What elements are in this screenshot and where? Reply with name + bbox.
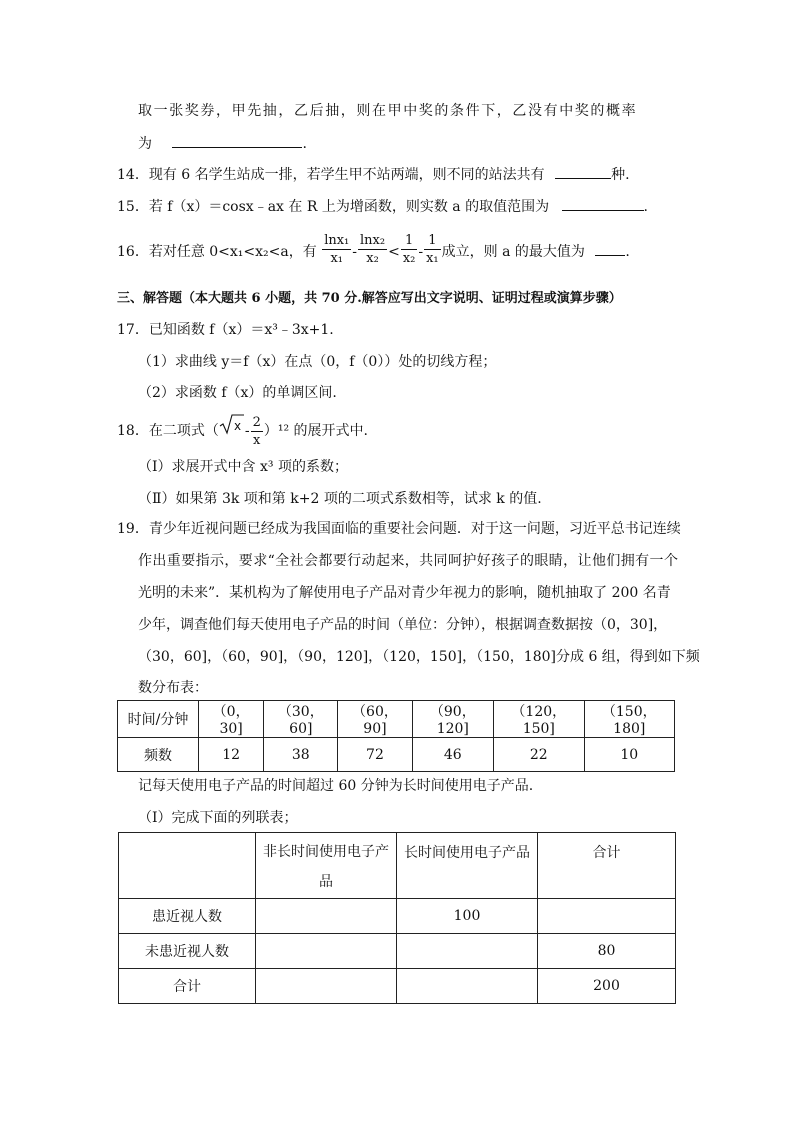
q16-answer-blank (595, 241, 625, 256)
table-row (119, 934, 676, 969)
table-cell: （60，90] (338, 701, 412, 738)
q19-line6: 数分布表： (138, 680, 208, 696)
q19-part1: （Ⅰ）完成下面的列联表； (138, 810, 298, 826)
q16-frac2-num: lnx₂ (360, 232, 386, 248)
table-cell: 46 (412, 738, 494, 772)
q18-stem (117, 413, 368, 449)
table-cell (256, 899, 397, 934)
q16-frac3-den: x₂ (402, 250, 416, 266)
q19-line3: 光明的未来”．某机构为了解使用电子产品对青少年视力的影响，随机抽取了 200 名青 (138, 585, 671, 601)
frequency-header-row (118, 701, 675, 738)
q18-frac-num: 2 (252, 414, 261, 430)
q15 (117, 196, 648, 217)
sqrt-x (219, 413, 245, 449)
table-row (119, 899, 676, 934)
q18-text: 18．在二项式（ (117, 423, 219, 439)
radical-x: x (233, 419, 241, 433)
table-cell: 10 (584, 738, 674, 772)
q16-minus: - (352, 244, 357, 260)
table-cell (119, 833, 256, 899)
table-cell: 时间/分钟 (118, 701, 199, 738)
table-cell (256, 969, 397, 1004)
table-cell: （120，150] (494, 701, 584, 738)
table-cell: 未患近视人数 (119, 934, 256, 969)
q17-part2: （2）求函数 f（x）的单调区间. (138, 385, 337, 401)
table-row (119, 969, 676, 1004)
table-cell: 38 (264, 738, 338, 772)
table-cell: 合计 (119, 969, 256, 1004)
q19-line1: 19．青少年近视问题已经成为我国面临的重要社会问题．对于这一问题，习近平总书记连续 (117, 521, 681, 537)
table-cell: 72 (338, 738, 412, 772)
q16-frac3-num: 1 (401, 232, 418, 250)
q16-frac1-den: x₁ (330, 250, 343, 266)
q18-frac-den: x (253, 432, 261, 448)
table-cell (397, 969, 538, 1004)
table-cell (397, 934, 538, 969)
q16 (117, 232, 630, 272)
q16-fraction-3 (401, 232, 418, 267)
q17-stem: 17．已知函数 f（x）＝x³﹣3x+1. (117, 322, 334, 338)
table-cell: 非长时间使用电子产品 (256, 833, 397, 899)
q13-line2-end: . (302, 136, 307, 152)
q16-text: 16．若对任意 0<x₁<x₂<a，有 (117, 244, 317, 260)
table-cell: 100 (397, 899, 538, 934)
table-cell: 长时间使用电子产品 (397, 833, 538, 899)
q14-answer-blank (555, 164, 611, 179)
q18-part1: （Ⅰ）求展开式中含 x³ 项的系数； (138, 459, 348, 475)
table-cell: （90，120] (412, 701, 494, 738)
q15-end: . (643, 199, 648, 215)
q13-line2-prefix: 为 (138, 136, 152, 152)
q19-definition: 记每天使用电子产品的时间超过 60 分钟为长时间使用电子产品. (138, 778, 534, 794)
table-cell (256, 934, 397, 969)
table-cell: （30，60] (264, 701, 338, 738)
q14 (117, 164, 630, 185)
q19-line5: （30，60]，（60，90]，（90，120]，（120，150]，（150，180]分成 6 组，得到如下频 (138, 649, 700, 665)
table-cell: 合计 (538, 833, 676, 899)
q13-answer-blank (172, 133, 302, 148)
q15-text: 15．若 f（x）＝cosx﹣ax 在 R 上为增函数，则实数 a 的取值范围为 (117, 199, 550, 215)
frequency-data-row (118, 738, 675, 772)
contingency-header-row (119, 833, 676, 899)
q16-frac4-num: 1 (424, 232, 441, 250)
q16-fraction-1 (322, 232, 351, 267)
table-cell: 80 (538, 934, 676, 969)
contingency-table (118, 832, 676, 1004)
q15-answer-blank (562, 196, 644, 211)
q18-part2: （Ⅱ）如果第 3k 项和第 k+2 项的二项式系数相等，试求 k 的值. (138, 491, 542, 507)
q14-text: 14．现有 6 名学生站成一排，若学生甲不站两端，则不同的站法共有 (117, 167, 545, 183)
q16-frac1-num: lnx₁ (324, 232, 350, 248)
q16-tail: 成立，则 a 的最大值为 (441, 244, 585, 260)
section-heading: 三、解答题（本大题共 6 小题，共 70 分.解答应写出文字说明、证明过程或演算步骤） (117, 291, 622, 306)
q13-line2 (138, 133, 307, 154)
q13-line1: 取一张奖券，甲先抽，乙后抽，则在甲中奖的条件下，乙没有中奖的概率 (138, 103, 638, 119)
q14-end: 种. (611, 167, 630, 183)
q16-fraction-2 (358, 232, 387, 267)
frequency-table (117, 700, 675, 772)
q16-end: . (625, 244, 630, 260)
q18-minus: - (244, 423, 250, 439)
table-cell: （0，30] (199, 701, 264, 738)
q18-tail: ）¹² 的展开式中. (263, 423, 368, 439)
q19-line4: 少年，调查他们每天使用电子产品的时间（单位：分钟），根据调查数据按（0，30]， (138, 617, 668, 633)
q16-less-than: < (388, 244, 400, 260)
q16-fraction-4 (424, 232, 441, 267)
q17-part1: （1）求曲线 y＝f（x）在点（0，f（0））处的切线方程； (138, 354, 497, 370)
table-cell: 22 (494, 738, 584, 772)
table-cell: 频数 (118, 738, 199, 772)
table-cell: 12 (199, 738, 264, 772)
q16-frac2-den: x₂ (366, 250, 379, 266)
q18-fraction (251, 414, 263, 449)
table-cell (538, 899, 676, 934)
table-cell: （150，180] (584, 701, 674, 738)
radical-sign-icon (219, 413, 245, 435)
table-cell: 患近视人数 (119, 899, 256, 934)
q16-minus-2: - (418, 244, 424, 260)
q19-line2: 作出重要指示，要求“全社会都要行动起来，共同呵护好孩子的眼睛，让他们拥有一个 (138, 553, 679, 569)
q16-frac4-den: x₁ (426, 250, 439, 266)
table-cell: 200 (538, 969, 676, 1004)
